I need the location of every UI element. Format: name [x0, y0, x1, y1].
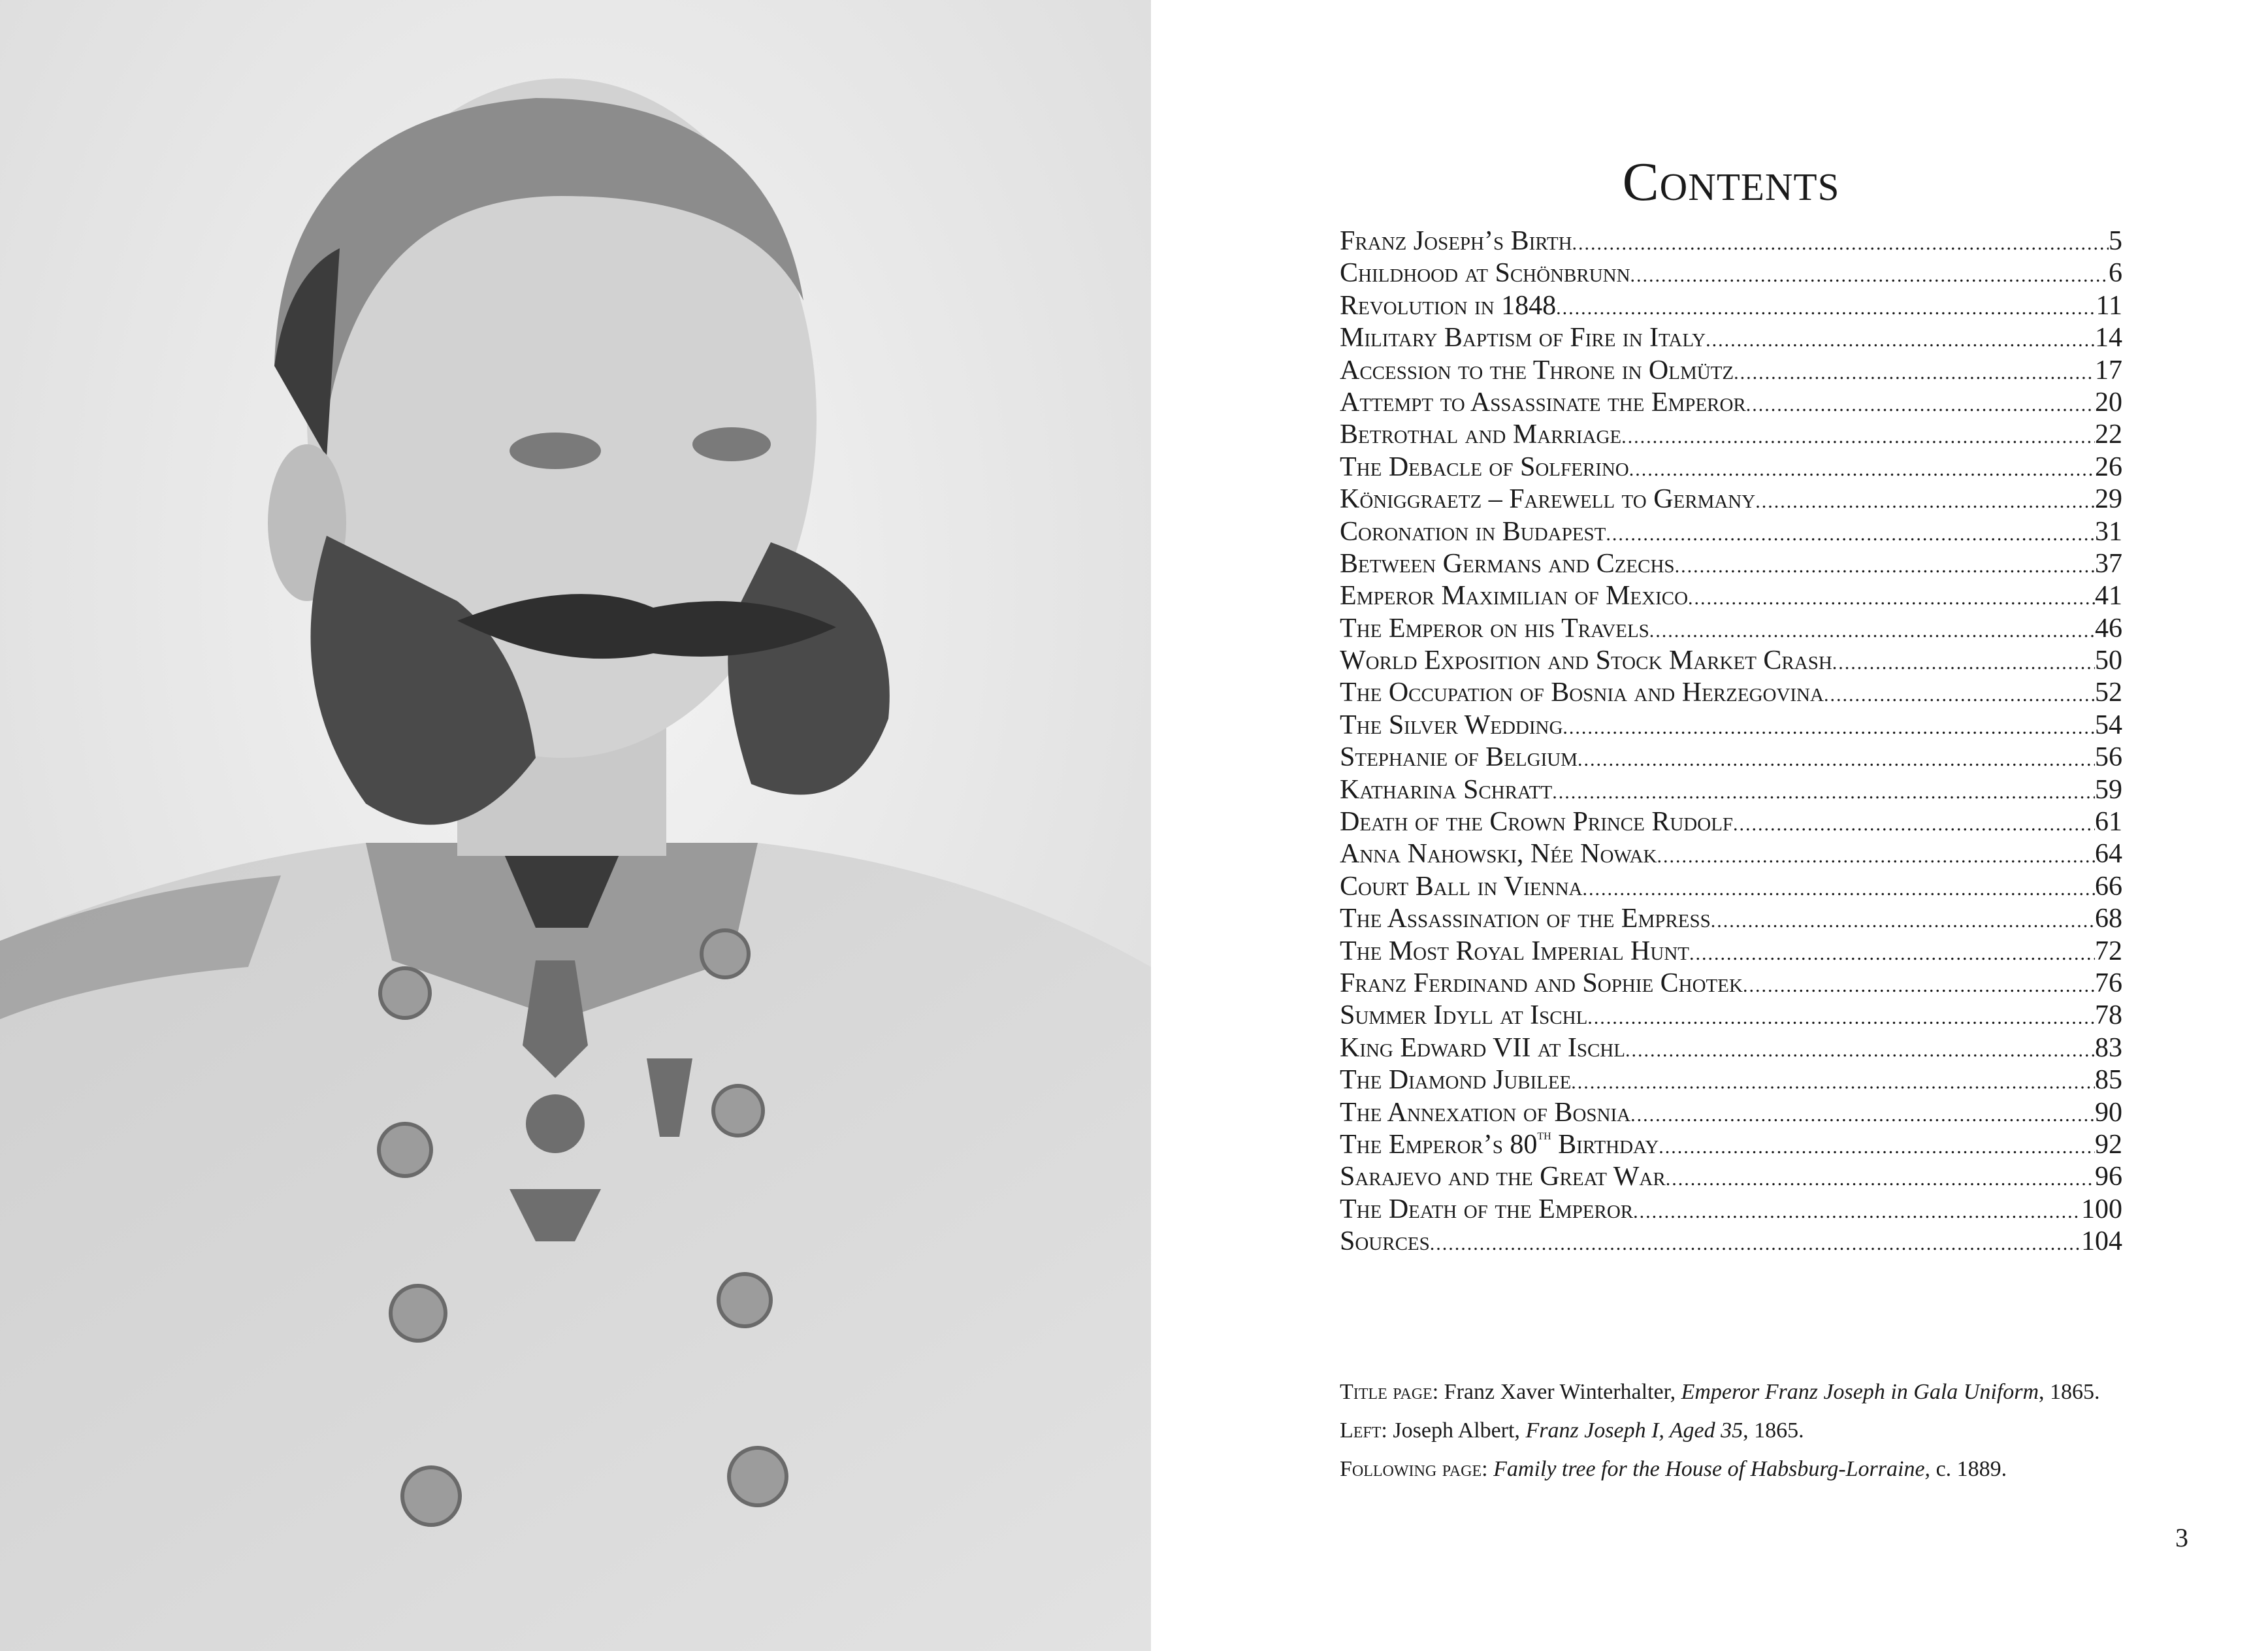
toc-entry-title-text: Franz Joseph’s Birth	[1340, 226, 1572, 256]
toc-entry-title	[1340, 322, 1706, 354]
toc-entry-page: 52	[2095, 678, 2122, 708]
toc-entry-title	[1340, 419, 1621, 451]
toc-entry-title-text: Military Baptism of Fire in Italy	[1340, 323, 1706, 353]
toc-entry-page: 83	[2095, 1032, 2122, 1063]
toc-entry	[1340, 257, 2122, 289]
toc-entry-title	[1340, 1226, 1430, 1258]
dot-leader	[1688, 582, 2095, 614]
dot-leader	[1743, 970, 2095, 1002]
caption-label: Following page:	[1340, 1457, 1488, 1481]
toc-entry-title-text: Between Germans and Czechs	[1340, 548, 1675, 579]
toc-entry-page: 22	[2095, 419, 2122, 450]
toc-entry-title	[1340, 355, 1734, 387]
toc-entry	[1340, 806, 2122, 838]
toc-entry-page: 61	[2095, 807, 2122, 838]
page-number: 3	[2175, 1523, 2188, 1552]
dot-leader	[1563, 711, 2095, 744]
caption-date: , 1865.	[1743, 1418, 1804, 1443]
toc-entry	[1340, 483, 2122, 515]
toc-entry-page: 26	[2095, 451, 2122, 482]
toc-entry-title	[1340, 451, 1629, 483]
caption-work: Franz Joseph I, Aged 35	[1525, 1418, 1743, 1443]
toc-entry-title-text: Death of the Crown Prince Rudolf	[1340, 807, 1734, 838]
toc-entry	[1340, 1194, 2122, 1226]
toc-entry-page: 46	[2095, 613, 2122, 644]
toc-entry	[1340, 1000, 2122, 1032]
toc-entry-title-text: The Assassination of the Empress	[1340, 904, 1711, 934]
toc-entry-page: 96	[2095, 1162, 2122, 1192]
dot-leader	[1430, 1228, 2081, 1260]
dot-leader	[1657, 840, 2096, 872]
toc-entry-title-text: The Occupation of Bosnia and Herzegovina	[1340, 678, 1824, 708]
toc-entry	[1340, 838, 2122, 870]
toc-entry-title-text: Childhood at Schönbrunn	[1340, 258, 1630, 289]
dot-leader	[1556, 292, 2096, 324]
toc-entry	[1340, 516, 2122, 548]
dot-leader	[1675, 550, 2095, 582]
toc-entry	[1340, 613, 2122, 645]
dot-leader	[1755, 485, 2095, 517]
toc-entry-title-text: The Diamond Jubilee	[1340, 1065, 1572, 1096]
toc-entry-title	[1340, 645, 1832, 677]
caption-work: Family tree for the House of Habsburg-Lorraine,	[1493, 1457, 1931, 1481]
toc-entry	[1340, 290, 2122, 322]
toc-entry-title-text: Revolution in 1848	[1340, 290, 1557, 321]
toc-entry-title	[1340, 548, 1675, 580]
toc-entry	[1340, 903, 2122, 935]
caption-left	[1340, 1418, 1804, 1443]
dot-leader	[1571, 1066, 2095, 1098]
dot-leader	[1633, 1196, 2081, 1228]
toc-entry	[1340, 580, 2122, 612]
toc-entry-title	[1340, 257, 1630, 289]
dot-leader	[1552, 776, 2095, 808]
dot-leader	[1578, 744, 2095, 776]
toc-entry-title-text: The Annexation of Bosnia	[1340, 1097, 1631, 1128]
toc-entry	[1340, 968, 2122, 1000]
toc-entry-title	[1340, 516, 1606, 548]
toc-entry-page: 5	[2109, 226, 2122, 256]
dot-leader	[1625, 1034, 2095, 1066]
toc-entry-title	[1340, 838, 1657, 870]
toc-entry-title-text: The Emperor on his Travels	[1340, 613, 1649, 644]
toc-entry	[1340, 742, 2122, 774]
toc-entry-page: 11	[2096, 290, 2122, 321]
toc-entry-title	[1340, 1097, 1630, 1129]
toc-entry	[1340, 774, 2122, 806]
toc-entry-page: 29	[2095, 484, 2122, 515]
toc-entry-title-text: The Most Royal Imperial Hunt	[1340, 936, 1689, 966]
toc-entry	[1340, 936, 2122, 968]
toc-entry-title	[1340, 613, 1649, 645]
toc-entry-title	[1340, 225, 1572, 257]
toc-entry-title-text: Summer Idyll at Ischl	[1340, 1000, 1588, 1031]
toc-entry-page: 76	[2095, 968, 2122, 998]
toc-entry-page: 37	[2095, 548, 2122, 579]
toc-entry-title-text: World Exposition and Stock Market Crash	[1340, 646, 1832, 676]
toc-entry-title-text: Königgraetz – Farewell to Germany	[1340, 484, 1756, 515]
dot-leader	[1587, 1002, 2095, 1034]
toc-entry-title	[1340, 871, 1582, 903]
caption-label: Left:	[1340, 1418, 1387, 1443]
dot-leader	[1582, 873, 2095, 905]
toc-entry-title-text: Coronation in Budapest	[1340, 516, 1606, 547]
toc-entry-title-text: The Debacle of Solferino	[1340, 451, 1629, 482]
toc-entry-title-text: The Emperor’s 80	[1340, 1129, 1538, 1160]
toc-entry-superscript: th	[1537, 1126, 1551, 1143]
toc-entry-title	[1340, 483, 1755, 515]
toc-entry	[1340, 1064, 2122, 1096]
toc-entry-page: 66	[2095, 871, 2122, 902]
toc-entry-page: 78	[2095, 1000, 2122, 1031]
caption-work: Emperor Franz Joseph in Gala Uniform	[1681, 1380, 2039, 1404]
toc-entry-page: 41	[2095, 581, 2122, 612]
caption-author	[1488, 1457, 1494, 1481]
toc-entry-page: 14	[2095, 323, 2122, 353]
dot-leader	[1659, 1131, 2095, 1163]
toc-entry-title	[1340, 1064, 1571, 1096]
dot-leader	[1649, 615, 2095, 647]
dot-leader	[1746, 389, 2095, 421]
toc-entry-title	[1340, 1126, 1659, 1161]
contents-title: Contents	[1622, 152, 1840, 212]
toc-entry-title-text: Stephanie of Belgium	[1340, 742, 1578, 773]
toc-entry-title	[1340, 806, 1733, 838]
dot-leader	[1689, 938, 2095, 970]
toc-entry	[1340, 355, 2122, 387]
toc-entry-page: 6	[2109, 258, 2122, 289]
toc-entry-page: 92	[2095, 1129, 2122, 1160]
toc-entry-title	[1340, 1194, 1633, 1226]
caption-author: Franz Xaver Winterhalter,	[1438, 1380, 1681, 1404]
caption-following-page	[1340, 1457, 2007, 1482]
toc-entry-title	[1340, 1161, 1666, 1193]
toc-entry-title-text: Emperor Maximilian of Mexico	[1340, 581, 1689, 612]
toc-entry-page: 85	[2095, 1065, 2122, 1096]
toc-entry	[1340, 322, 2122, 354]
toc-entry	[1340, 871, 2122, 903]
dot-leader	[1733, 808, 2095, 840]
toc-entry-title	[1340, 774, 1552, 806]
toc-entry-title	[1340, 677, 1824, 709]
toc-entry	[1340, 645, 2122, 677]
caption-label: Title page:	[1340, 1380, 1439, 1404]
dot-leader	[1630, 259, 2109, 291]
caption-date: , 1865.	[2039, 1380, 2100, 1404]
toc-entry	[1340, 677, 2122, 709]
dot-leader	[1824, 679, 2095, 711]
toc-entry-title-text: Sources	[1340, 1226, 1430, 1257]
toc-entry-title-rest: Birthday	[1551, 1129, 1659, 1160]
toc-entry-title-text: The Death of the Emperor	[1340, 1194, 1634, 1224]
toc-entry-page: 59	[2095, 774, 2122, 805]
toc-entry-title-text: Katharina Schratt	[1340, 774, 1553, 805]
toc-entry-page: 50	[2095, 646, 2122, 676]
toc-entry-title-text: The Silver Wedding	[1340, 710, 1563, 740]
dot-leader	[1832, 647, 2095, 679]
toc-entry-title-text: Betrothal and Marriage	[1340, 419, 1622, 450]
dot-leader	[1629, 453, 2095, 485]
toc-entry-page: 90	[2095, 1097, 2122, 1128]
caption-date: c. 1889.	[1930, 1457, 2007, 1481]
toc-entry-title	[1340, 710, 1563, 742]
dot-leader	[1621, 421, 2095, 453]
dot-leader	[1734, 357, 2095, 389]
dot-leader	[1606, 518, 2095, 550]
toc-entry-title	[1340, 1000, 1587, 1032]
dot-leader	[1666, 1163, 2095, 1195]
toc-entry-page: 54	[2095, 710, 2122, 740]
toc-entry-title-text: Sarajevo and the Great War	[1340, 1162, 1666, 1192]
toc-entry-title-text: King Edward VII at Ischl	[1340, 1032, 1625, 1063]
toc-entry	[1340, 710, 2122, 742]
dot-leader	[1706, 324, 2095, 356]
toc-entry-title	[1340, 903, 1711, 935]
toc-entry-title	[1340, 580, 1688, 612]
toc-entry	[1340, 1161, 2122, 1193]
toc-entry-title-text: Court Ball in Vienna	[1340, 871, 1583, 902]
toc-entry-title	[1340, 936, 1689, 968]
dot-leader	[1711, 905, 2095, 937]
toc-entry	[1340, 1032, 2122, 1064]
caption-title-page	[1340, 1380, 2100, 1405]
toc-entry-title-text: Attempt to Assassinate the Emperor	[1340, 387, 1746, 417]
dot-leader	[1572, 227, 2109, 259]
toc-entry-page: 20	[2095, 387, 2122, 417]
toc-entry-title-text: Anna Nahowski, Née Nowak	[1340, 839, 1657, 870]
toc-entry-page: 31	[2095, 516, 2122, 547]
toc-entry-title	[1340, 290, 1556, 322]
toc-entry-page: 68	[2095, 904, 2122, 934]
toc-entry-page: 64	[2095, 839, 2122, 870]
toc-entry	[1340, 387, 2122, 419]
toc-entry-title	[1340, 742, 1578, 774]
toc-entry-title	[1340, 387, 1746, 419]
caption-author: Joseph Albert,	[1387, 1418, 1526, 1443]
toc-entry	[1340, 1126, 2122, 1161]
toc-entry	[1340, 419, 2122, 451]
table-of-contents	[1340, 225, 2122, 1258]
toc-entry-page: 100	[2081, 1194, 2122, 1224]
dot-leader	[1630, 1099, 2095, 1131]
toc-entry-page: 72	[2095, 936, 2122, 966]
toc-entry	[1340, 451, 2122, 483]
toc-entry	[1340, 1097, 2122, 1129]
toc-entry-page: 56	[2095, 742, 2122, 773]
toc-entry	[1340, 225, 2122, 257]
toc-entry-title-text: Accession to the Throne in Olmütz	[1340, 355, 1734, 385]
toc-entry	[1340, 548, 2122, 580]
toc-entry-page: 17	[2095, 355, 2122, 385]
toc-entry-page: 104	[2081, 1226, 2122, 1257]
toc-entry	[1340, 1226, 2122, 1258]
toc-entry-title-text: Franz Ferdinand and Sophie Chotek	[1340, 968, 1743, 998]
toc-entry-title	[1340, 968, 1743, 1000]
toc-entry-title	[1340, 1032, 1625, 1064]
